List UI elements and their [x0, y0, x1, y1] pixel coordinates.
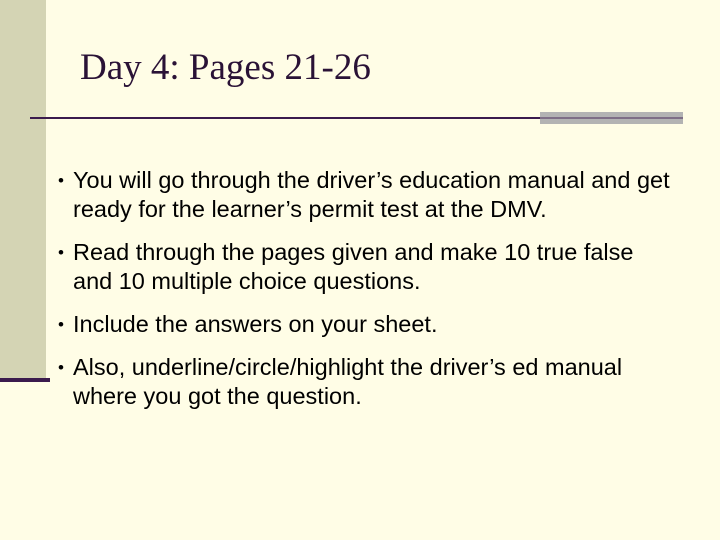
bullet-text: You will go through the driver’s education manual and get ready for the learner’s permit test at the DMV. — [73, 167, 670, 222]
bullet-dot-icon: • — [58, 315, 64, 334]
title-underline-rule — [30, 117, 540, 119]
bullet-text: Include the answers on your sheet. — [73, 311, 438, 337]
left-bar-accent-line — [0, 378, 50, 382]
bullet-item — [58, 166, 678, 224]
bullet-list — [58, 166, 678, 425]
left-decorative-bar — [0, 0, 46, 382]
bullet-text: Also, underline/circle/highlight the driver’s ed manual where you got the question. — [73, 354, 623, 409]
bullet-dot-icon: • — [58, 171, 64, 190]
bullet-item — [58, 310, 678, 339]
bullet-item — [58, 238, 678, 296]
bullet-dot-icon: • — [58, 358, 64, 377]
bullet-item — [58, 353, 678, 411]
slide-title: Day 4: Pages 21-26 — [80, 47, 371, 88]
bullet-dot-icon: • — [58, 243, 64, 262]
title-rule-accent-line — [540, 117, 683, 119]
bullet-text: Read through the pages given and make 10 true false and 10 multiple choice questions. — [73, 239, 634, 294]
